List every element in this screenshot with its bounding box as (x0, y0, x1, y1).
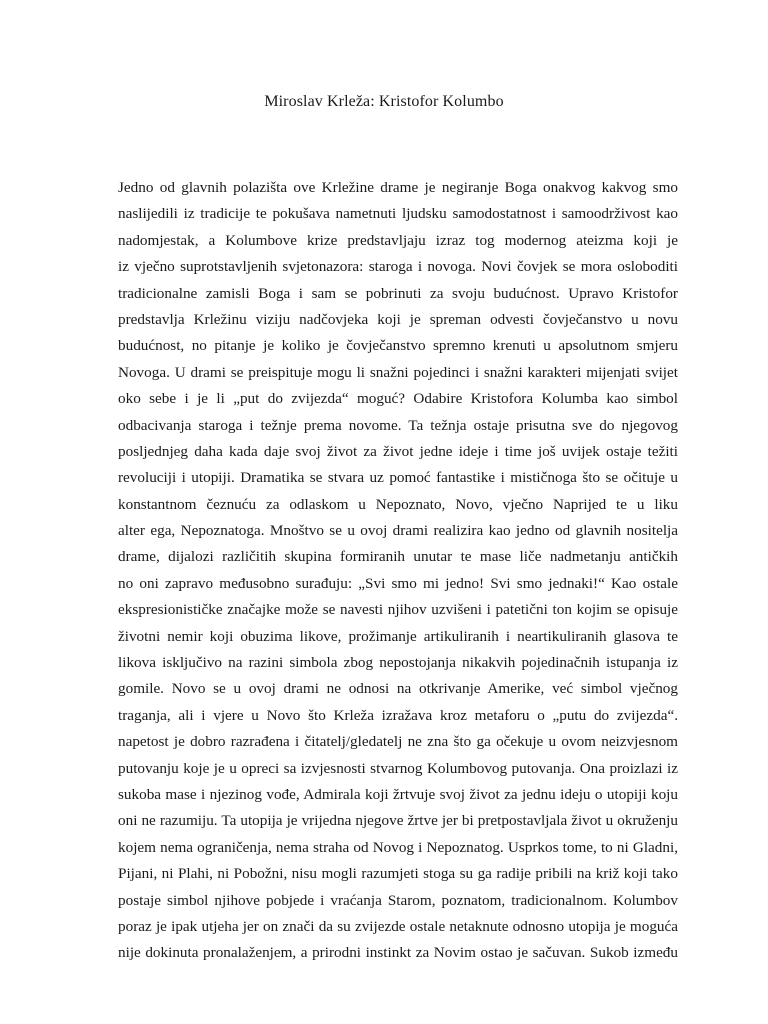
text-line: oni ne razumiju. Ta utopija je vrijedna njegove žrtve jer bi pretpostavljala život u okruženju (118, 812, 678, 830)
text-line: no oni zapravo međusobno surađuju: „Svi smo mi jedno! Svi smo jednaki!“ Kao ostale (118, 574, 678, 592)
text-line: tradicionalne zamisli Boga i sam se pobrinuti za svoju budućnost. Upravo Kristofor (118, 284, 678, 302)
text-line: alter ega, Nepoznatoga. Mnoštvo se u ovoj drami realizira kao jedno od glavnih nositelja (118, 522, 678, 540)
text-line: postaje simbol njihove pobjede i vraćanja Starom, poznatom, tradicionalnom. Kolumbov (118, 891, 678, 909)
text-line: odbacivanja staroga i težnje prema novome. Ta težnja ostaje prisutna sve do njegovog (118, 416, 678, 434)
text-line: Jedno od glavnih polazišta ove Krležine drame je negiranje Boga onakvog kakvog smo (118, 179, 678, 196)
text-line: Novoga. U drami se preispituje mogu li snažni pojedinci i snažni karakteri mijenjati svijet (118, 363, 678, 381)
text-line: naslijedili iz tradicije te pokušava nametnuti ljudsku samodostatnost i samoodrživost kao (118, 205, 678, 223)
text-line: traganja, ali i vjere u Novo što Krleža izražava kroz metaforu o „putu do zvijezda“. (118, 706, 678, 724)
document-title: Miroslav Krleža: Kristofor Kolumbo (264, 93, 504, 110)
text-line: oko sebe i je li „put do zvijezda“ moguć? Odabire Kristofora Kolumba kao simbol (118, 390, 678, 408)
text-line: likova isključivo na razini simbola zbog nepostojanja nikakvih pojedinačnih istupanja iz (118, 654, 678, 672)
text-line: kojem nema ograničenja, nema straha od Novog i Nepoznatog. Usprkos tome, to ni Gladni, (118, 838, 678, 856)
text-line: konstantnom čeznuću za odlaskom u Nepoznato, Novo, vječno Naprijed te u liku (118, 495, 678, 513)
text-line: nadomjestak, a Kolumbove krize predstavljaju izraz tog modernog ateizma koji je (118, 231, 678, 249)
text-line: iz vječno suprotstavljenih svjetonazora: staroga i novoga. Novi čovjek se mora osloboditi (118, 258, 678, 276)
text-line: napetost je dobro razrađena i čitatelj/gledatelj ne zna što ga očekuje u ovom neizvjesnom (118, 733, 678, 751)
text-line: ekspresionističke značajke može se navesti njihov uzvišeni i patetični ton kojim se opisuje (118, 601, 678, 619)
text-line: poraz je ipak utjeha jer on znači da su zvijezde ostale netaknute odnosno utopija je moguća (118, 917, 678, 935)
text-line: životni nemir koji obuzima likove, prožimanje artikuliranih i neartikuliranih glasova te (118, 627, 678, 645)
body-paragraph (118, 175, 678, 967)
text-line: Pijani, ni Plahi, ni Pobožni, nisu mogli razumjeti stoga su ga radije pribili na križ koji tako (118, 865, 678, 883)
text-line: predstavlja Krležinu viziju nadčovjeka koji je spreman odvesti čovječanstvo u novu (118, 310, 678, 328)
text-line: sukoba mase i njezinog vođe, Admirala koji žrtvuje svoj život za jednu ideju o utopiji koju (118, 785, 678, 803)
text-line: gomile. Novo se u ovoj drami ne odnosi na otkrivanje Amerike, već simbol vječnog (118, 680, 678, 698)
text-line: revoluciji i utopiji. Dramatika se stvara uz pomoć fantastike i mističnoga što se očituje u (118, 469, 678, 487)
text-line: budućnost, no pitanje je koliko je čovječanstvo spremno krenuti u apsolutnom smjeru (118, 337, 678, 355)
text-line: drame, dijalozi različitih skupina formiranih unutar te mase liče nadmetanju antičkih (118, 548, 678, 566)
text-line: posljednjeg daha kada daje svoj život za život jedne ideje i time još uvijek ostaje težiti (118, 442, 678, 460)
text-line: putovanju koje je u opreci sa izvjesnosti stvarnog Kolumbovog putovanja. Ona proizlazi iz (118, 759, 678, 777)
text-line: nije dokinuta pronalaženjem, a prirodni instinkt za Novim ostao je sačuvan. Sukob između (118, 944, 678, 962)
